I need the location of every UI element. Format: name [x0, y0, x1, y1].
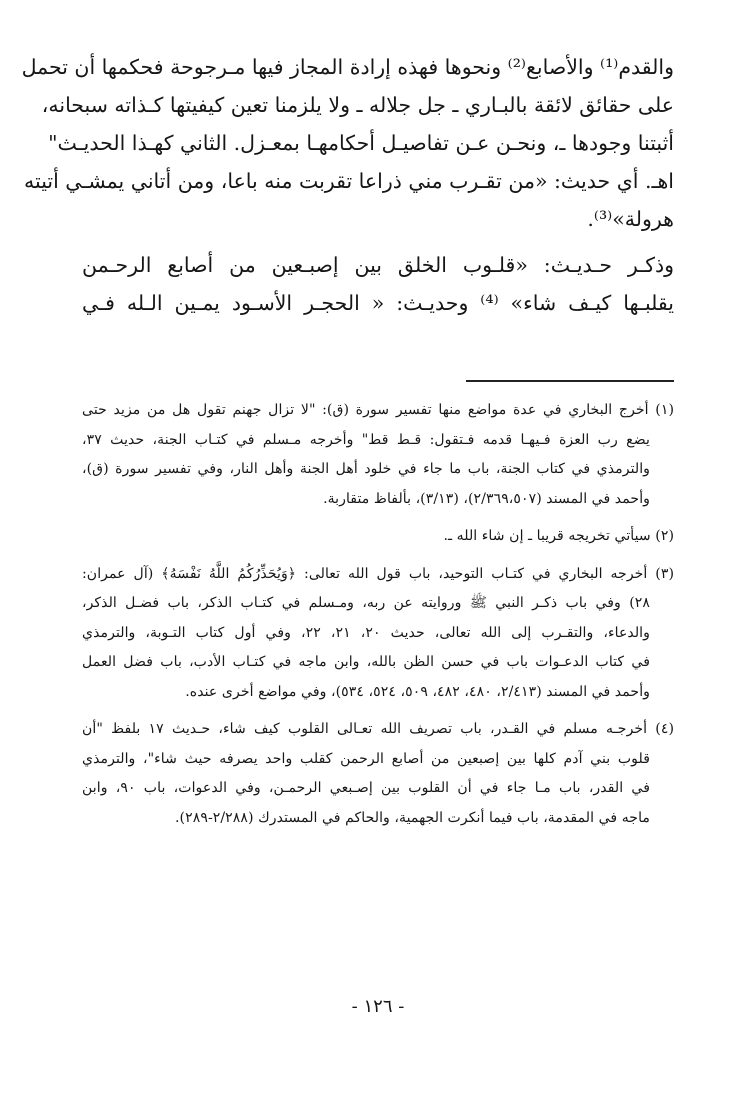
text-line: على حقائق لائقة بالبـاري ـ جل جلاله ـ ولا يلزمنا تعين كيفيتها كـذاته سبحانه،	[41, 93, 674, 117]
footnote-line: في القدر، باب مـا جاء في أن القلوب بين إصـبعي الرحمـن، وفي الدعوات، باب ٩٠، وابن	[82, 780, 650, 796]
footnote-2	[82, 522, 674, 552]
footnote-line: والترمذي في كتاب الجنة، باب ما جاء في خلود أهل الجنة وأهل النار، وفي تفسير سورة (ق)،	[82, 461, 650, 477]
footnote-line: ماجه في المقدمة، باب فيما أنكرت الجهمية، والحاكم في المستدرك (٢/٢٨٨-٢٨٩).	[175, 809, 650, 826]
paragraph-2	[82, 246, 674, 322]
footnote-1	[82, 396, 674, 514]
page-number: - ١٢٦ -	[351, 996, 405, 1017]
footnotes	[82, 396, 674, 841]
footnote-line: (١) أخرج البخاري في عدة مواضع منها تفسير سورة (ق): "لا تزال جهنم تقول هل من مزيد حتى	[82, 402, 674, 418]
paragraph-1	[21, 48, 674, 238]
text-line: اهـ. أي حديث: «من تقـرب مني ذراعا تقربت منه باعا، ومن أتاني يمشـي أتيته	[24, 169, 674, 193]
footnote-line: ٢٨) وفي باب ذكـر النبي ﷺ وروايته عن ربه، ومـسلم في كتـاب الذكر، باب فضـل الذكر،	[82, 595, 650, 611]
footnote-line: قلوب بني آدم كلها بين إصبعين من أصابع الرحمن كقلب واحد يصرفه حيث شاء"، والترمذي	[82, 750, 650, 767]
footnote-line: (٢) سيأتي تخريجه قريبا ـ إن شاء الله ـ.	[443, 528, 674, 544]
footnote-3	[82, 560, 674, 708]
paragraph-gap	[82, 238, 674, 246]
text-line: أثبتنا وجودها ـ، ونحـن عـن تفاصيـل أحكامهـا بمعـزل. الثاني كهـذا الحديـث"	[48, 131, 674, 155]
footnote-line: وأحمد في المسند (٢/٣٦٩،٥٠٧)، (٣/١٣)، بألفاظ متقاربة.	[323, 490, 650, 507]
text-line: يقلبـها كيـف شاء» ⁽⁴⁾ وحديـث: « الحجـر الأسـود يمـين الـله فـي	[82, 291, 674, 315]
footnote-line: يضع رب العزة فـيهـا قدمه فـتقول: قـط قط" وأخرجه مـسلم في كتـاب الجنة، حديث ٣٧،	[82, 431, 650, 448]
text-line: وذكـر حـديـث: «قلـوب الخلق بين إصبـعين من أصابع الرحـمن	[82, 253, 674, 277]
main-text	[21, 48, 674, 322]
footnote-line: (٣) أخرجه البخاري في كتـاب التوحيد، باب قول الله تعالى: ﴿وَيُحَذِّرُكُمُ اللَّهُ نَفْسَهُ﴾ (آل عمران:	[82, 565, 674, 582]
footnote-line: (٤) أخرجـه مسلم في القـدر، باب تصريف الله تعـالى القلوب كيف شاء، حـديث ١٧ بلفظ "أن	[82, 721, 674, 737]
text-line: هرولة»⁽³⁾.	[587, 207, 674, 231]
footnote-line: والدعاء، والتقـرب إلى الله تعالى، حديث ٢٠، ٢١، ٢٢، وفي أول كتاب التـوبة، والترمذي	[82, 624, 650, 641]
footnote-line: في كتاب الدعـوات باب في حسن الظن بالله، وابن ماجه في كتـاب الأدب، باب فضل العمل	[82, 654, 650, 670]
text-line: والقدم⁽¹⁾ والأصابع⁽²⁾ ونحوها فهذه إرادة المجاز فيها مـرجوحة فحكمها أن تحمل	[21, 55, 674, 79]
footnote-4	[82, 715, 674, 833]
footnote-separator	[466, 380, 674, 382]
footnote-line: وأحمد في المسند (٢/٤١٣، ٤٨٠، ٤٨٢، ٥٠٩، ٥٢٤، ٥٣٤)، وفي مواضع أخرى عنده.	[185, 683, 650, 700]
